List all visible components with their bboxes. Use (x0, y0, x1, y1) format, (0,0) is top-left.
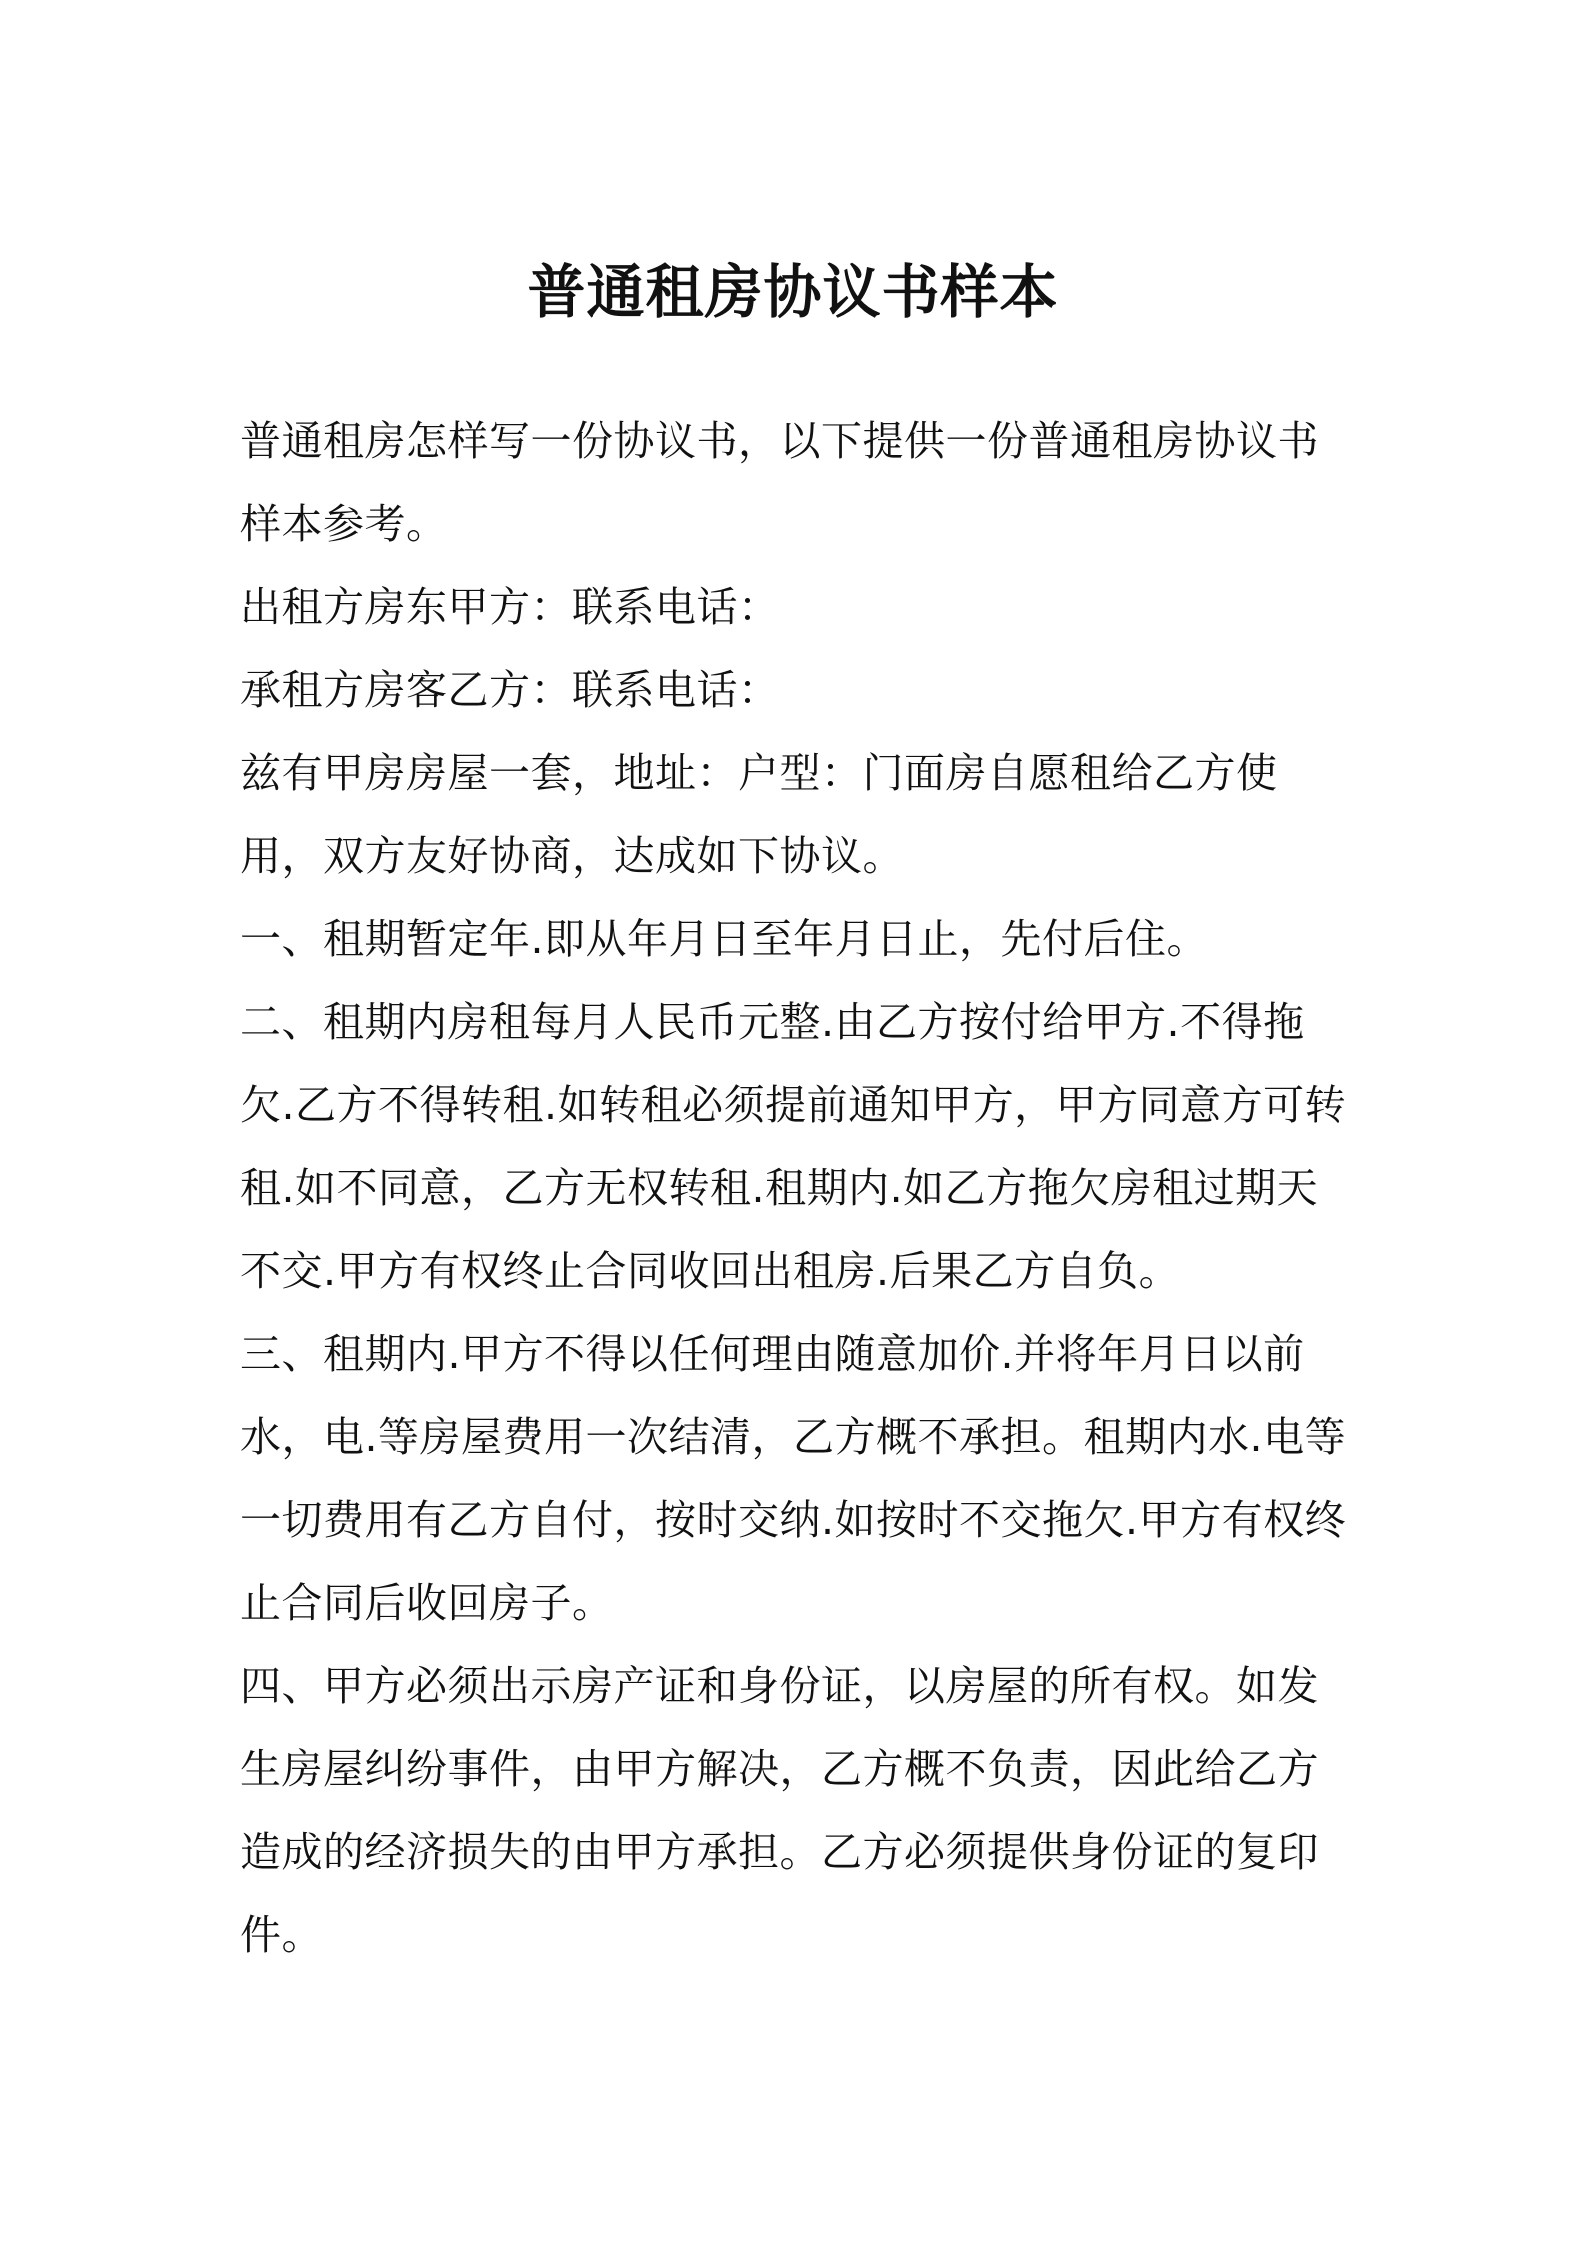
paragraph-clause-4: 四、甲方必须出示房产证和身份证，以房屋的所有权。如发生房屋纠纷事件，由甲方解决，乙方概不负责，因此给乙方造成的经济损失的由甲方承担。乙方必须提供身份证的复印件。 (240, 1662, 1319, 1959)
document-title: 普通租房协议书样本 (527, 258, 1059, 326)
paragraph-intro: 普通租房怎样写一份协议书，以下提供一份普通租房协议书样本参考。 (240, 417, 1319, 548)
document-body (240, 400, 1350, 1977)
paragraph-landlord: 出租方房东甲方：联系电话： (240, 583, 780, 631)
paragraph-clause-1: 一、租期暂定年.即从年月日至年月日止，先付后住。 (240, 915, 1209, 963)
paragraph-clause-2: 二、租期内房租每月人民币元整.由乙方按付给甲方.不得拖欠.乙方不得转租.如转租必须提前通知甲方，甲方同意方可转租.如不同意，乙方无权转租.租期内.如乙方拖欠房租过期天不交.甲方有权终止合同收回出租房.后果乙方自负。 (240, 998, 1347, 1295)
paragraph-tenant: 承租方房客乙方：联系电话： (240, 666, 780, 714)
paragraph-property: 兹有甲房房屋一套，地址：户型：门面房自愿租给乙方使用，双方友好协商，达成如下协议。 (240, 749, 1278, 880)
paragraph-clause-3: 三、租期内.甲方不得以任何理由随意加价.并将年月日以前水，电.等房屋费用一次结清，乙方概不承担。租期内水.电等一切费用有乙方自付，按时交纳.如按时不交拖欠.甲方有权终止合同后收回房子。 (240, 1330, 1347, 1627)
